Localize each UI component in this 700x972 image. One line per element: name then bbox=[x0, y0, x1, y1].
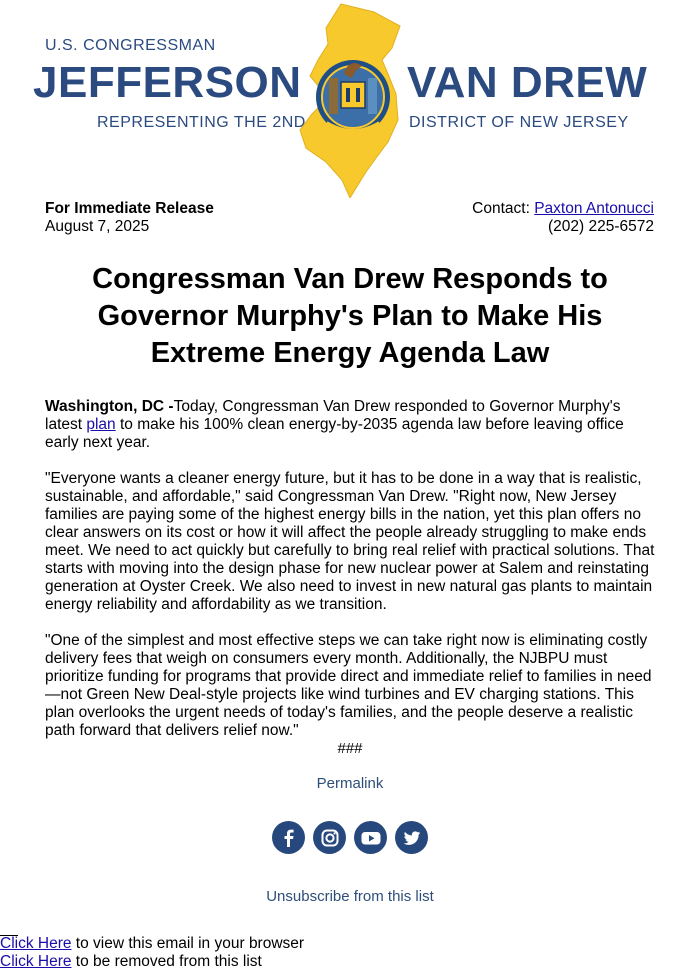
header-name-left: JEFFERSON bbox=[33, 58, 302, 107]
release-date: August 7, 2025 bbox=[45, 218, 150, 235]
body-text-segment: Today, Congressman Van Drew responded to Governor Murphy's latest bbox=[45, 398, 621, 433]
new-jersey-seal-map-icon bbox=[296, 2, 406, 198]
header-subtitle-left: REPRESENTING THE 2ND bbox=[97, 114, 306, 131]
instagram-icon[interactable] bbox=[313, 821, 346, 854]
youtube-icon[interactable] bbox=[354, 821, 387, 854]
body-paragraph: "Everyone wants a cleaner energy future, but it has to be done in a way that is realistic, sustainable, and affordable," said Congressman Van Drew. "Right now, New Jersey families are paying some of the highest energy bills in the nation, yet this plan offers no clear answers on its cost or how it will affect the people already struggling to make ends meet. We need to act quickly but carefully to bring real relief with practical solutions. That starts with moving into the design phase for new nuclear power at Salem and reinstating generation at Oyster Creek. We also need to invest in new natural gas plants to maintain energy reliability and affordability as we transition. bbox=[45, 470, 655, 613]
release-info bbox=[45, 200, 214, 236]
contact-info bbox=[472, 200, 654, 236]
view-in-browser-text: to view this email in your browser bbox=[71, 935, 305, 952]
view-in-browser-line bbox=[0, 935, 304, 953]
header-subtitle-right: DISTRICT OF NEW JERSEY bbox=[409, 114, 629, 131]
end-mark: ### bbox=[337, 740, 363, 757]
header-small-title: U.S. CONGRESSMAN bbox=[45, 37, 216, 54]
dateline: Washington, DC - bbox=[45, 398, 174, 415]
email-header-banner bbox=[0, 0, 700, 200]
facebook-icon[interactable] bbox=[272, 821, 305, 854]
remove-from-list-line bbox=[0, 953, 262, 971]
plan-link[interactable]: plan bbox=[86, 416, 116, 433]
unsubscribe-link[interactable]: Unsubscribe from this list bbox=[266, 888, 434, 905]
body-paragraph: "One of the simplest and most effective steps we can take right now is eliminating costly delivery fees that weigh on consumers every month. Additionally, the NJBPU must prioritize funding for programs that provide direct and immediate relief to families in need—not Green New Deal-style projects like wind turbines and EV charging stations. This plan overlooks the urgent needs of today's families, and the people deserve a realistic path forward that delivers relief now." bbox=[45, 632, 652, 739]
release-label: For Immediate Release bbox=[45, 200, 214, 217]
press-release-headline: Congressman Van Drew Responds to Governor Murphy's Plan to Make His Extreme Energy Agenda Law bbox=[92, 263, 608, 369]
body-paragraph bbox=[45, 398, 657, 452]
remove-from-list-link[interactable]: Click Here bbox=[0, 953, 72, 970]
contact-name-link[interactable]: Paxton Antonucci bbox=[534, 200, 654, 217]
contact-label: Contact: bbox=[472, 200, 530, 217]
view-in-browser-link[interactable]: Click Here bbox=[0, 935, 72, 952]
remove-from-list-text: to be removed from this list bbox=[71, 953, 262, 970]
permalink-link[interactable]: Permalink bbox=[316, 775, 384, 792]
contact-phone: (202) 225-6572 bbox=[548, 218, 654, 235]
social-links bbox=[272, 821, 432, 855]
press-release-body bbox=[45, 398, 657, 758]
body-text-segment: to make his 100% clean energy-by-2035 agenda law before leaving office early next year. bbox=[45, 416, 624, 451]
header-name-right: VAN DREW bbox=[407, 58, 648, 107]
twitter-icon[interactable] bbox=[395, 821, 428, 854]
